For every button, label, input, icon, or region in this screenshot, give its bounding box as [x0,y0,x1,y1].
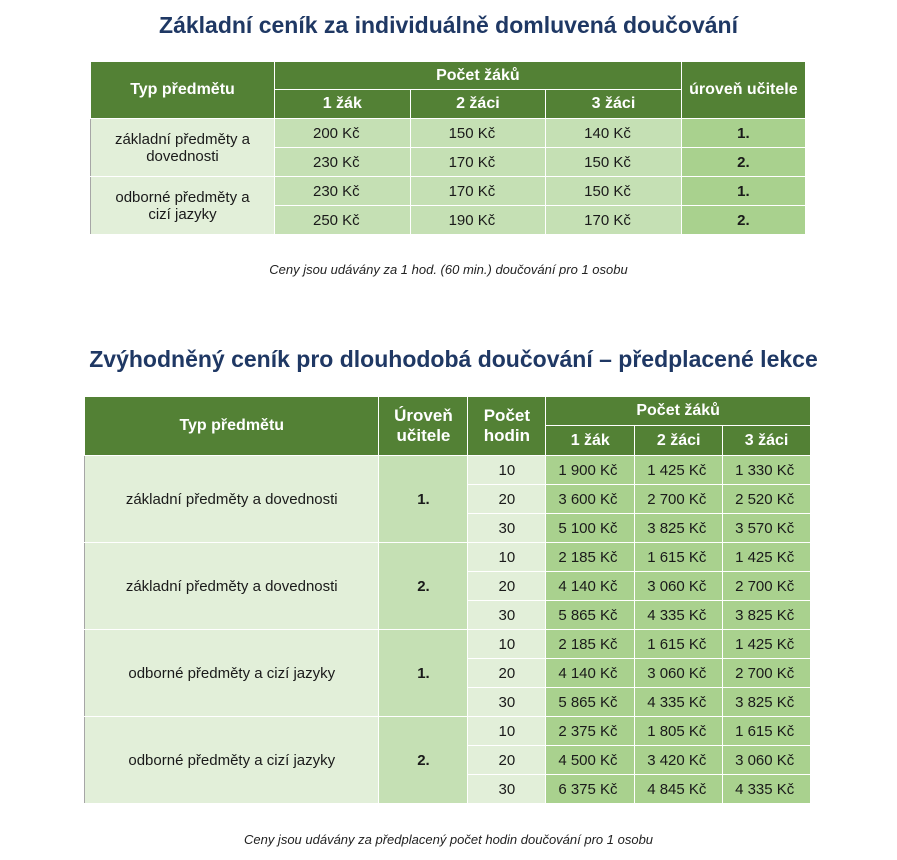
prepaid-price-note: Ceny jsou udávány za předplacený počet hodin doučování pro 1 osobu [243,832,654,847]
header-3-students: 3 žáci [546,90,682,119]
price-cell: 230 Kč [274,148,410,177]
table-row [85,717,811,746]
price-cell: 1 615 Kč [635,543,723,572]
basic-price-list-title: Základní ceník za individuálně domluvená doučování [159,12,738,38]
price-cell: 4 335 Kč [723,775,811,804]
price-cell: 3 570 Kč [723,514,811,543]
header-1-student: 1 žák [274,90,410,119]
hours-cell: 20 [468,659,546,688]
table-row [85,543,811,572]
header-3-students: 3 žáci [723,426,811,456]
price-cell: 4 140 Kč [546,659,635,688]
subject-cell: základní předměty a dovednosti [91,119,275,177]
price-cell: 3 060 Kč [635,572,723,601]
hours-cell: 10 [468,717,546,746]
hours-cell: 30 [468,775,546,804]
price-cell: 1 425 Kč [635,456,723,485]
price-cell: 6 375 Kč [546,775,635,804]
price-cell: 140 Kč [546,119,682,148]
price-cell: 3 420 Kč [635,746,723,775]
header-student-count: Počet žáků [274,62,681,90]
teacher-level-cell: 2. [681,206,805,235]
teacher-level-cell: 1. [681,119,805,148]
price-cell: 1 615 Kč [723,717,811,746]
header-hours: Počet hodin [468,397,546,456]
price-cell: 3 825 Kč [723,688,811,717]
header-student-count: Počet žáků [546,397,811,426]
hours-cell: 20 [468,746,546,775]
header-teacher-level: úroveň učitele [681,62,805,119]
hours-cell: 20 [468,572,546,601]
hours-cell: 30 [468,514,546,543]
price-cell: 1 425 Kč [723,543,811,572]
header-subject-type: Typ předmětu [85,397,379,456]
table-row [91,177,806,206]
table-row [85,630,811,659]
price-cell: 2 185 Kč [546,630,635,659]
price-cell: 4 335 Kč [635,601,723,630]
price-cell: 170 Kč [410,148,546,177]
price-cell: 150 Kč [546,148,682,177]
price-cell: 3 825 Kč [635,514,723,543]
price-cell: 170 Kč [546,206,682,235]
header-2-students: 2 žáci [410,90,546,119]
price-cell: 4 335 Kč [635,688,723,717]
price-cell: 4 845 Kč [635,775,723,804]
price-cell: 4 140 Kč [546,572,635,601]
price-cell: 2 375 Kč [546,717,635,746]
hours-cell: 20 [468,485,546,514]
price-cell: 250 Kč [274,206,410,235]
price-cell: 1 615 Kč [635,630,723,659]
price-cell: 190 Kč [410,206,546,235]
header-subject-type: Typ předmětu [91,62,275,119]
prepaid-price-list-title: Zvýhodněný ceník pro dlouhodobá doučování – předplacené lekce [89,346,818,372]
basic-price-table [90,61,806,235]
price-cell: 200 Kč [274,119,410,148]
subject-cell: odborné předměty a cizí jazyky [85,630,379,717]
price-cell: 5 865 Kč [546,688,635,717]
header-1-student: 1 žák [546,426,635,456]
price-cell: 1 425 Kč [723,630,811,659]
teacher-level-cell: 2. [379,543,468,630]
hours-cell: 10 [468,543,546,572]
price-cell: 2 700 Kč [723,572,811,601]
price-cell: 150 Kč [410,119,546,148]
price-cell: 2 700 Kč [635,485,723,514]
hours-cell: 30 [468,688,546,717]
teacher-level-cell: 1. [379,456,468,543]
price-cell: 2 700 Kč [723,659,811,688]
basic-price-note: Ceny jsou udávány za 1 hod. (60 min.) doučování pro 1 osobu [269,262,628,277]
table-row [91,119,806,148]
price-cell: 3 825 Kč [723,601,811,630]
price-cell: 3 060 Kč [723,746,811,775]
hours-cell: 10 [468,456,546,485]
hours-cell: 10 [468,630,546,659]
price-cell: 3 060 Kč [635,659,723,688]
header-2-students: 2 žáci [635,426,723,456]
price-cell: 5 865 Kč [546,601,635,630]
teacher-level-cell: 1. [379,630,468,717]
price-cell: 230 Kč [274,177,410,206]
subject-cell: základní předměty a dovednosti [85,543,379,630]
header-teacher-level: Úroveň učitele [379,397,468,456]
teacher-level-cell: 1. [681,177,805,206]
price-cell: 2 520 Kč [723,485,811,514]
subject-cell: odborné předměty a cizí jazyky [91,177,275,235]
price-cell: 150 Kč [546,177,682,206]
price-cell: 2 185 Kč [546,543,635,572]
price-cell: 170 Kč [410,177,546,206]
price-cell: 5 100 Kč [546,514,635,543]
teacher-level-cell: 2. [681,148,805,177]
hours-cell: 30 [468,601,546,630]
price-cell: 3 600 Kč [546,485,635,514]
prepaid-price-table [84,396,811,804]
subject-cell: odborné předměty a cizí jazyky [85,717,379,804]
price-cell: 1 805 Kč [635,717,723,746]
table-row [85,456,811,485]
price-cell: 1 900 Kč [546,456,635,485]
teacher-level-cell: 2. [379,717,468,804]
price-cell: 1 330 Kč [723,456,811,485]
subject-cell: základní předměty a dovednosti [85,456,379,543]
price-cell: 4 500 Kč [546,746,635,775]
